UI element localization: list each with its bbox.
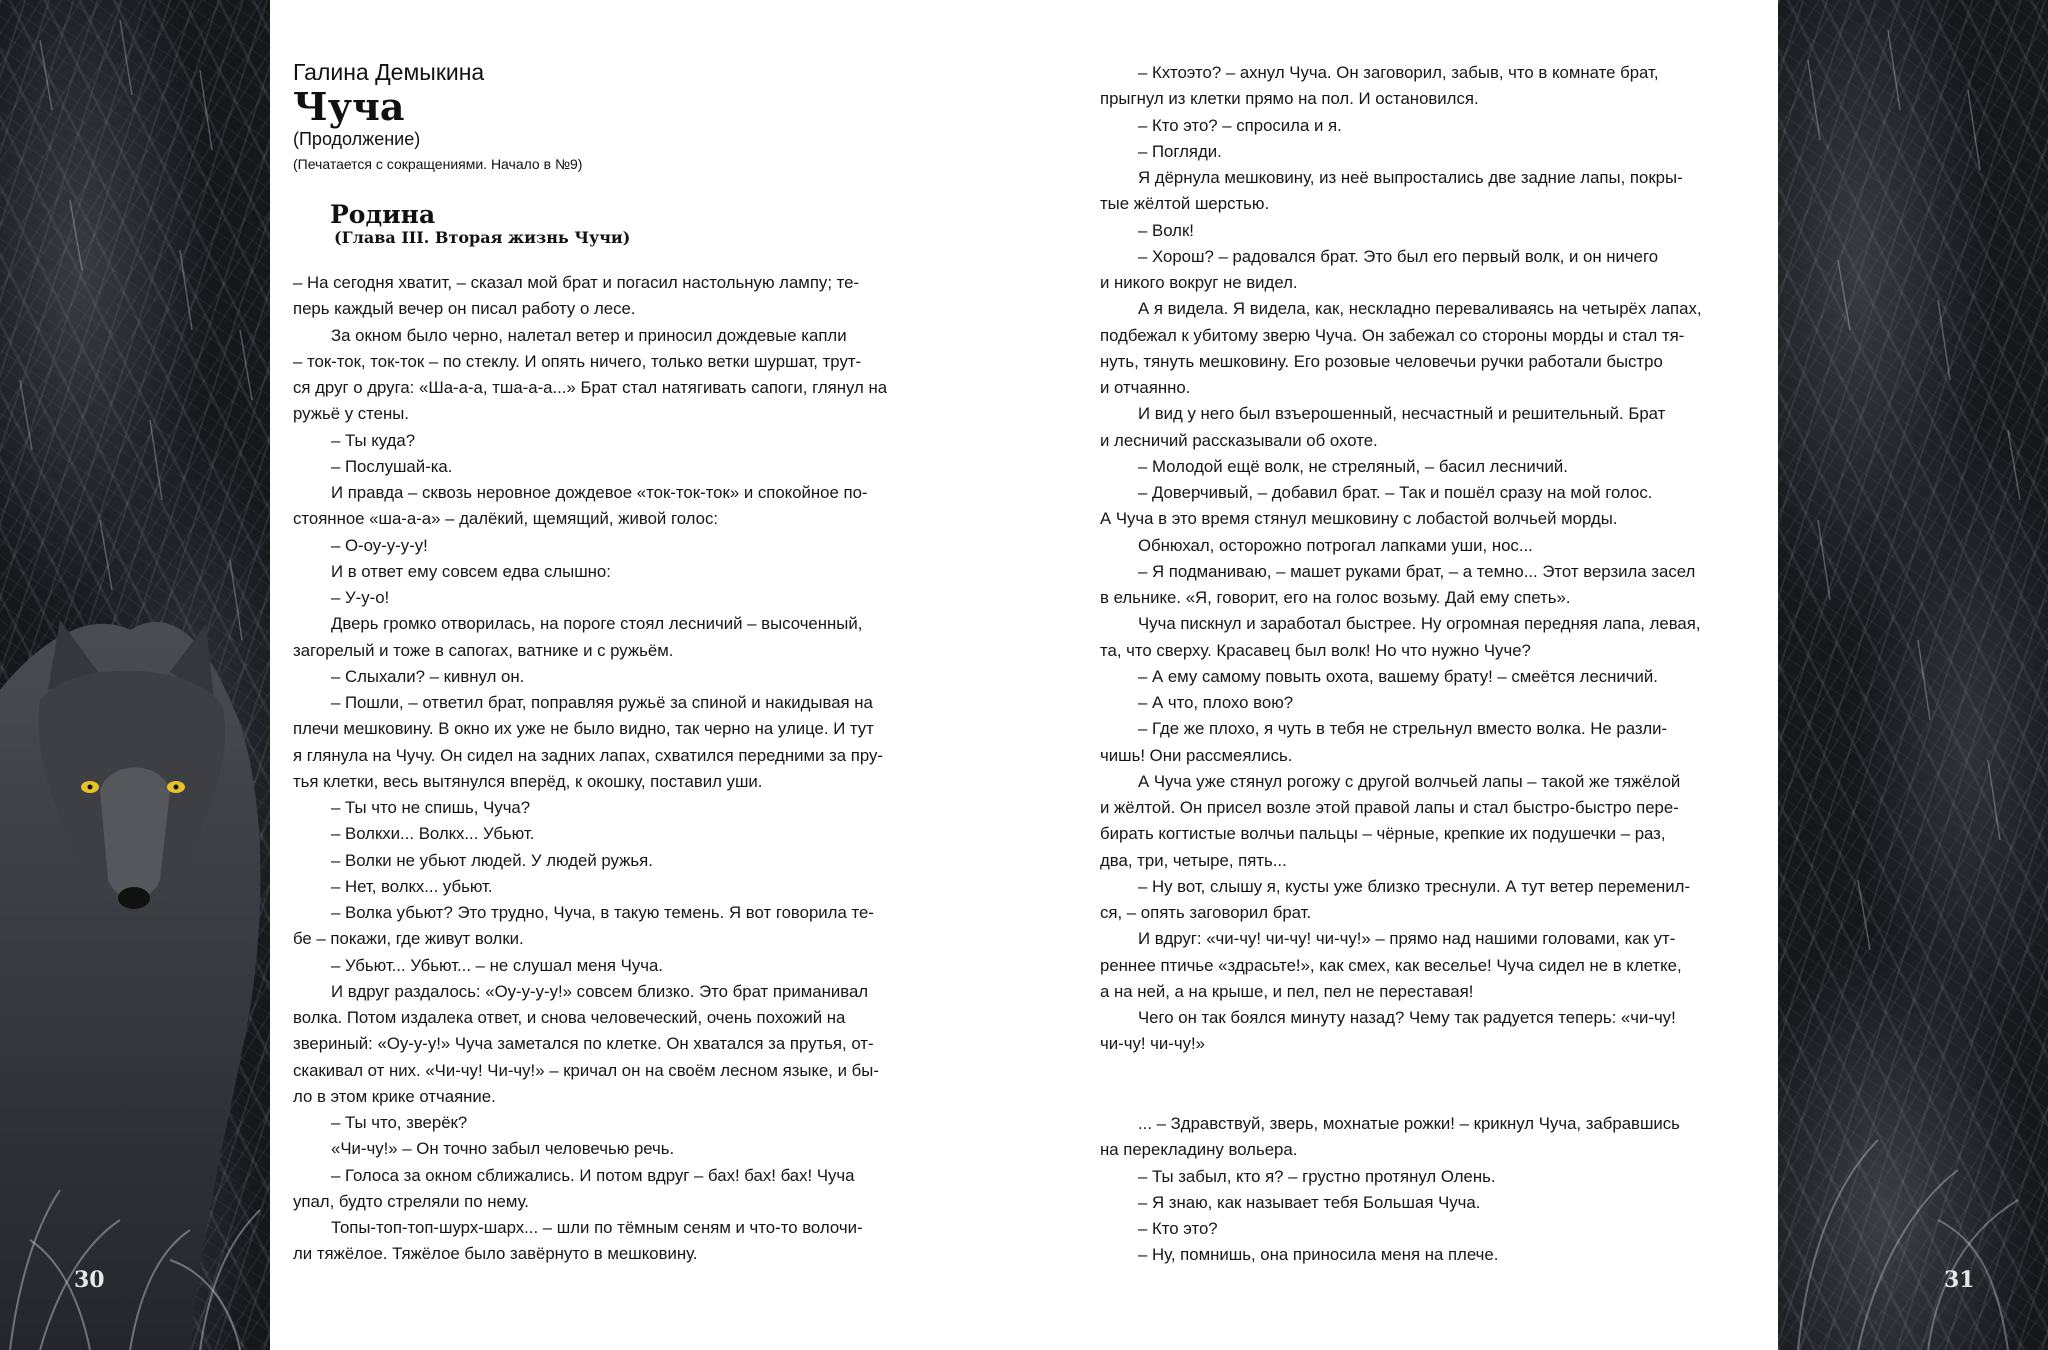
text-line: звериный: «Оу-у-у!» Чуча заметался по клетке. Он хватался за прутья, от- [293,1034,874,1054]
text-line: – ток-ток, ток-ток – по стеклу. И опять ничего, только ветки шуршат, трут- [293,351,862,371]
rain-streaks [20,20,252,640]
wolf-nose [118,887,150,909]
text-line: ... – Здравствуй, зверь, мохнатые рожки! – крикнул Чуча, забравшись [1138,1114,1680,1133]
text-line: подбежал к убитому зверю Чуча. Он забежал со стороны морды и стал тя- [1100,325,1685,345]
author-name: Галина Демыкина [293,59,485,85]
text-line: – Ты забыл, кто я? – грустно протянул Олень. [1138,1166,1496,1186]
rain-painting [1778,0,2048,1350]
text-line: и жёлтой. Он присел возле этой правой лапы и стал быстро-быстро пере- [1100,798,1679,817]
text-line: перь каждый вечер он писал работу о лесе. [293,299,636,319]
text-line: – Волка убьют? Это трудно, Чуча, в такую темень. Я вот говорила те- [331,903,874,922]
text-line: скакивал от них. «Чи-чу! Чи-чу!» – кричал он на своём лесном языке, и бы- [293,1060,879,1080]
text-line: – На сегодня хватит, – сказал мой брат и погасил настольную лампу; те- [293,273,860,292]
text-line: – Где же плохо, я чуть в тебя не стрельнул вместо волка. Не разли- [1138,719,1668,739]
text-line: – Волки не убьют людей. У людей ружья. [331,850,653,870]
text-line: – Молодой ещё волк, не стреляный, – басил лесничий. [1138,456,1568,476]
text-line: За окном было черно, налетал ветер и приносил дождевые капли [331,325,847,345]
text-line: – Волкхи... Волкх... Убьют. [331,824,535,844]
text-line: – Ну вот, слышу я, кусты уже близко треснули. А тут ветер переменил- [1138,876,1691,896]
text-line: – Убьют... Убьют... – не слушал меня Чуча. [331,955,663,975]
publication-note: (Печатается с сокращениями. Начало в №9) [293,156,583,172]
text-line: – Послушай-ка. [331,456,453,476]
text-line: Чуча пискнул и заработал быстрее. Ну огромная передняя лапа, левая, [1138,614,1701,634]
text-line: ли тяжёлое. Тяжёлое было завёрнуто в мешковину. [293,1244,698,1264]
text-line: чи-чу! чи-чу!» [1100,1034,1205,1054]
text-line: тые жёлтой шерстью. [1100,194,1270,214]
text-line: на перекладину вольера. [1100,1140,1298,1160]
text-line: и лесничий рассказывали об охоте. [1100,430,1378,450]
text-line: тья клетки, весь вытянулся вперёд, к окошку, поставил уши. [293,771,763,791]
wolf-illustration [0,0,270,1350]
text-line: А Чуча уже стянул рогожу с другой волчьей лапы – такой же тяжёлой [1138,771,1681,791]
text-line: бирать когтистые волчьи пальцы – чёрные, крепкие их подушечки – раз, [1100,824,1666,844]
text-line: – Хорош? – радовался брат. Это был его первый волк, и он ничего [1138,246,1659,266]
text-line: стоянное «ша-а-а» – далёкий, щемящий, живой голос: [293,509,719,529]
rain-illustration [1778,0,2048,1350]
text-line: – Кто это? – спросила и я. [1138,115,1342,135]
text-line: – Доверчивый, – добавил брат. – Так и пошёл сразу на мой голос. [1138,483,1653,502]
text-line: Я дёрнула мешковину, из неё выпростались две задние лапы, покры- [1138,168,1683,187]
text-line: – Голоса за окном сближались. И потом вдруг – бах! бах! бах! Чуча [331,1165,855,1185]
grass-strokes-right [1798,1140,2018,1350]
text-line: чишь! Они рассмеялись. [1100,745,1293,765]
text-line: – Слыхали? – кивнул он. [331,666,525,686]
text-line: Топы-топ-топ-шурх-шарх... – шли по тёмным сеням и что-то волочи- [331,1218,863,1237]
text-line: прыгнул из клетки прямо на пол. И остановился. [1100,89,1479,109]
text-line: А я видела. Я видела, как, нескладно переваливаясь на четырёх лапах, [1138,299,1702,319]
text-line: два, три, четыре, пять... [1100,850,1287,870]
text-line: – Нет, волкх... убьют. [331,876,493,896]
text-line: загорелый и тоже в сапогах, ватнике и с ружьём. [293,640,674,660]
text-line: – У-у-о! [331,588,390,607]
text-line: и отчаянно. [1100,378,1191,397]
text-line: ло в этом крике отчаяние. [293,1086,496,1106]
story-subtitle: (Продолжение) [293,129,421,149]
chapter-title: Родина [330,200,436,229]
text-line: упал, будто стреляли по нему. [293,1191,529,1211]
text-line: – Ты что не спишь, Чуча? [331,798,531,817]
text-line: в ельнике. «Я, говорит, его на голос возьму. Дай ему спеть». [1100,588,1571,607]
text-line: «Чи-чу!» – Он точно забыл человечью речь. [331,1139,675,1159]
text-line: и никого вокруг не видел. [1100,273,1298,292]
story-title: Чуча [293,84,405,129]
text-line: – Погляди. [1138,141,1222,161]
text-line: волка. Потом издалека ответ, и снова человеческий, очень похожий на [293,1008,846,1027]
right-page-text [1100,60,1756,1058]
text-line: И вдруг: «чи-чу! чи-чу! чи-чу!» – прямо над нашими головами, как ут- [1138,929,1676,949]
text-line: – Кто это? [1138,1219,1218,1238]
rain-streaks-right [1808,30,2020,950]
text-line: ся, – опять заговорил брат. [1100,903,1312,922]
text-line: я глянула на Чучу. Он сидел на задних лапах, схватился передними за пру- [293,745,883,765]
text-line: И вид у него был взъерошенный, несчастный и решительный. Брат [1138,404,1666,424]
text-line: – А что, плохо вою? [1138,693,1294,712]
text-line: – Кхтоэто? – ахнул Чуча. Он заговорил, забыв, что в комнате брат, [1138,63,1659,82]
text-line: – Я знаю, как называет тебя Большая Чуча. [1138,1192,1481,1212]
text-line: та, что сверху. Красавец был волк! Но что нужно Чуче? [1100,640,1531,660]
text-line: реннее птичье «здрасьте!», как смех, как веселье! Чуча сидел не в клетке, [1100,955,1682,975]
text-line: ружьё у стены. [293,404,409,424]
text-line: Чего он так боялся минуту назад? Чему так радуется теперь: «чи-чу! [1138,1008,1676,1027]
page-number-right: 31 [1944,1267,1975,1293]
wolf-painting [0,0,270,1350]
text-line: а на ней, а на крыше, и пел, пел не переставая! [1100,981,1474,1001]
wolf-muzzle [100,768,170,899]
left-page-text [293,270,953,1268]
chapter-subtitle: (Глава III. Вторая жизнь Чучи) [334,228,631,247]
text-line: Обнюхал, осторожно потрогал лапками уши, нос... [1138,535,1533,555]
text-line: Дверь громко отворилась, на пороге стоял лесничий – высоченный, [331,614,863,634]
text-line: – Ты куда? [331,430,416,450]
text-line: И в ответ ему совсем едва слышно: [331,561,611,581]
text-line: нуть, тянуть мешковину. Его розовые человечьи ручки работали быстро [1100,351,1663,371]
text-line: А Чуча в это время стянул мешковину с лобастой волчьей морды. [1100,509,1618,529]
text-line: И вдруг раздалось: «Оу-у-у-у!» совсем близко. Это брат приманивал [331,981,869,1001]
text-line: – Ты что, зверёк? [331,1113,468,1132]
text-line: – Пошли, – ответил брат, поправляя ружьё за спиной и накидывая на [331,693,873,712]
text-line: – Ну, помнишь, она приносила меня на плече. [1138,1245,1499,1265]
text-line: плечи мешковину. В окно их уже не было видно, так черно на улице. И тут [293,719,874,739]
right-page-text-continued [1100,1111,1756,1269]
text-line: – А ему самому повыть охота, вашему брату! – смеётся лесничий. [1138,666,1658,686]
text-line: бе – покажи, где живут волки. [293,929,524,949]
text-line: – Я подманиваю, – машет руками брат, – а темно... Этот верзила засел [1138,561,1696,581]
page-number-left: 30 [74,1267,105,1293]
text-line: – О-оу-у-у-у! [331,535,428,555]
text-line: ся друг о друга: «Ша-а-а, тша-а-а...» Брат стал натягивать сапоги, глянул на [293,378,888,397]
text-line: – Волк! [1138,220,1194,240]
text-line: И правда – сквозь неровное дождевое «ток-ток-ток» и спокойное по- [331,483,868,502]
